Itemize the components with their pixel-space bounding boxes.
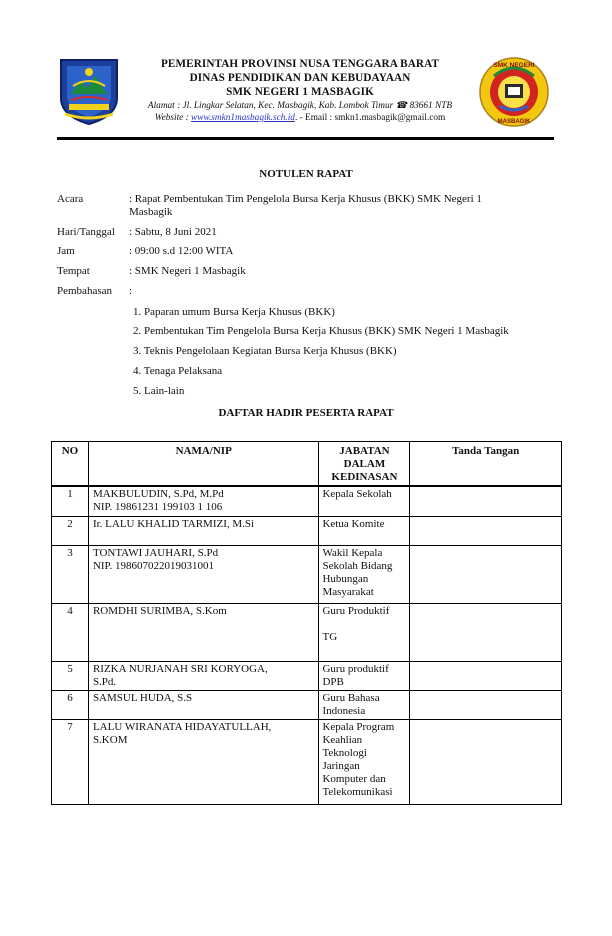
cell-jabatan-line: Guru produktif [322,662,389,675]
document-title: NOTULEN RAPAT [259,168,353,180]
letterhead-line-2: DINAS PENDIDIKAN DAN KEBUDAYAAN [189,72,411,84]
cell-jabatan-line: Teknologi [322,746,367,759]
agenda-item: 3. Teknis Pengelolaan Kegiatan Bursa Kerja Khusus (BKK) [133,345,397,357]
agenda-item: 1. Paparan umum Bursa Kerja Khusus (BKK) [133,306,335,318]
cell-no: 1 [52,486,89,516]
ntb-province-emblem-icon [57,56,121,126]
cell-nama [88,719,319,804]
cell-jabatan-line: Masyarakat [322,585,374,598]
cell-nama [88,486,319,516]
attendance-table [51,441,562,805]
table-row [52,690,562,719]
meta-acara [57,193,537,219]
header-nama: NAMA/NIP [88,442,319,487]
meta-tempat-value: : SMK Negeri 1 Masbagik [129,265,246,277]
cell-jabatan-line: Indonesia [322,704,366,717]
cell-jabatan-line: Ketua Komite [322,517,385,530]
agenda-item: 4. Tenaga Pelaksana [133,365,223,377]
table-row [52,661,562,690]
logo-text-bottom: MASBAGIK [497,119,531,125]
cell-jabatan-line: Jaringan [322,759,360,772]
meta-acara-value-2: Masbagik [129,206,173,218]
cell-no: 7 [52,719,89,804]
table-row [52,545,562,603]
header-no: NO [52,442,89,487]
meta-jam-label: Jam [57,245,75,257]
cell-jabatan-line: Keahlian [322,733,363,746]
smk-negeri-masbagik-emblem-icon [478,54,550,132]
logo-text-top: SMK NEGERI [493,62,535,69]
letterhead-line-3: SMK NEGERI 1 MASBAGIK [226,86,374,98]
cell-jabatan-line: Kepala Program [322,720,395,733]
cell-nama-line: MAKBULUDIN, S.Pd, M.Pd [92,488,224,500]
website-link[interactable]: www.smkn1masbagik.sch.id [191,113,295,123]
cell-signature[interactable] [410,486,562,516]
letterhead-address: Alamat : Jl. Lingkar Selatan, Kec. Masbagik, Kab. Lombok Timur ☎ 83661 NTB [147,101,453,111]
meta-pembahasan-value: : [129,285,133,297]
header-jabatan [319,442,410,487]
cell-nama [88,545,319,603]
cell-no: 5 [52,661,89,690]
cell-jabatan [319,486,410,516]
cell-jabatan [319,719,410,804]
cell-nama-line: TONTAWI JAUHARI, S.Pd [92,546,219,559]
cell-no: 3 [52,545,89,603]
table-header-row [52,442,562,487]
cell-jabatan [319,690,410,719]
meta-tempat-label: Tempat [57,265,90,277]
cell-jabatan [319,516,410,545]
cell-jabatan-line: Kepala Sekolah [322,488,392,500]
attendance-title: DAFTAR HADIR PESERTA RAPAT [218,407,394,419]
table-row [52,516,562,545]
cell-nama [88,661,319,690]
cell-nip-line: S.KOM [92,733,128,746]
cell-nama [88,690,319,719]
cell-jabatan-line: DPB [322,675,344,688]
cell-signature[interactable] [410,719,562,804]
cell-jabatan-line: Sekolah Bidang [322,559,393,572]
website-label: Website : [154,113,192,123]
cell-jabatan-line: Telekomunikasi [322,785,393,798]
cell-nama [88,516,319,545]
header-tanda-tangan: Tanda Tangan [410,442,562,487]
cell-jabatan-line: Wakil Kepala [322,546,383,559]
header-jabatan-line: DALAM [343,458,386,470]
table-row [52,719,562,804]
cell-jabatan-line: Guru Bahasa [322,691,380,704]
cell-signature[interactable] [410,603,562,661]
letterhead [130,57,470,124]
meta-hari-value: : Sabtu, 8 Juni 2021 [129,226,217,238]
cell-no: 2 [52,516,89,545]
meta-acara-label: Acara [57,193,84,205]
letterhead-contact [130,112,470,124]
letterhead-divider [57,137,554,140]
cell-nip-line: S.Pd. [92,675,117,688]
cell-nip-line: NIP. 19861231 199103 1 106 [92,501,223,513]
header-jabatan-line: KEDINASAN [331,471,398,483]
agenda-item: 5. Lain-lain [133,385,185,397]
cell-nip-line: NIP. 198607022019031001 [92,559,214,572]
cell-jabatan-line: Komputer dan [322,772,386,785]
cell-jabatan-gap [322,618,406,631]
table-row [52,486,562,516]
cell-nama [88,603,319,661]
cell-jabatan [319,661,410,690]
cell-jabatan-line: Hubungan [322,572,369,585]
cell-no: 6 [52,690,89,719]
email-text: . - Email : smkn1.masbagik@gmail.com [294,113,446,123]
cell-jabatan-line: TG [322,630,338,643]
cell-signature[interactable] [410,661,562,690]
agenda-item: 2. Pembentukan Tim Pengelola Bursa Kerja Khusus (BKK) SMK Negeri 1 Masbagik [133,325,509,337]
cell-nama-line: ROMDHI SURIMBA, S.Kom [92,604,227,617]
letterhead-line-1: PEMERINTAH PROVINSI NUSA TENGGARA BARAT [160,58,440,70]
meta-hari-label: Hari/Tanggal [57,226,115,238]
cell-signature[interactable] [410,516,562,545]
cell-nama-line: SAMSUL HUDA, S.S [92,691,193,704]
meta-pembahasan-label: Pembahasan [57,285,112,297]
cell-signature[interactable] [410,545,562,603]
meta-jam-value: : 09:00 s.d 12:00 WITA [129,245,234,257]
table-row [52,603,562,661]
meta-acara-value: : Rapat Pembentukan Tim Pengelola Bursa Kerja Khusus (BKK) SMK Negeri 1 [129,193,482,205]
cell-nama-line: LALU WIRANATA HIDAYATULLAH, [92,720,272,733]
cell-jabatan [319,603,410,661]
cell-nama-line: RIZKA NURJANAH SRI KORYOGA, [92,662,268,675]
cell-signature[interactable] [410,690,562,719]
header-jabatan-line: JABATAN [339,445,390,457]
cell-nama-line: Ir. LALU KHALID TARMIZI, M.Si [92,517,255,530]
cell-jabatan [319,545,410,603]
cell-jabatan-line: Guru Produktif [322,604,390,617]
cell-no: 4 [52,603,89,661]
